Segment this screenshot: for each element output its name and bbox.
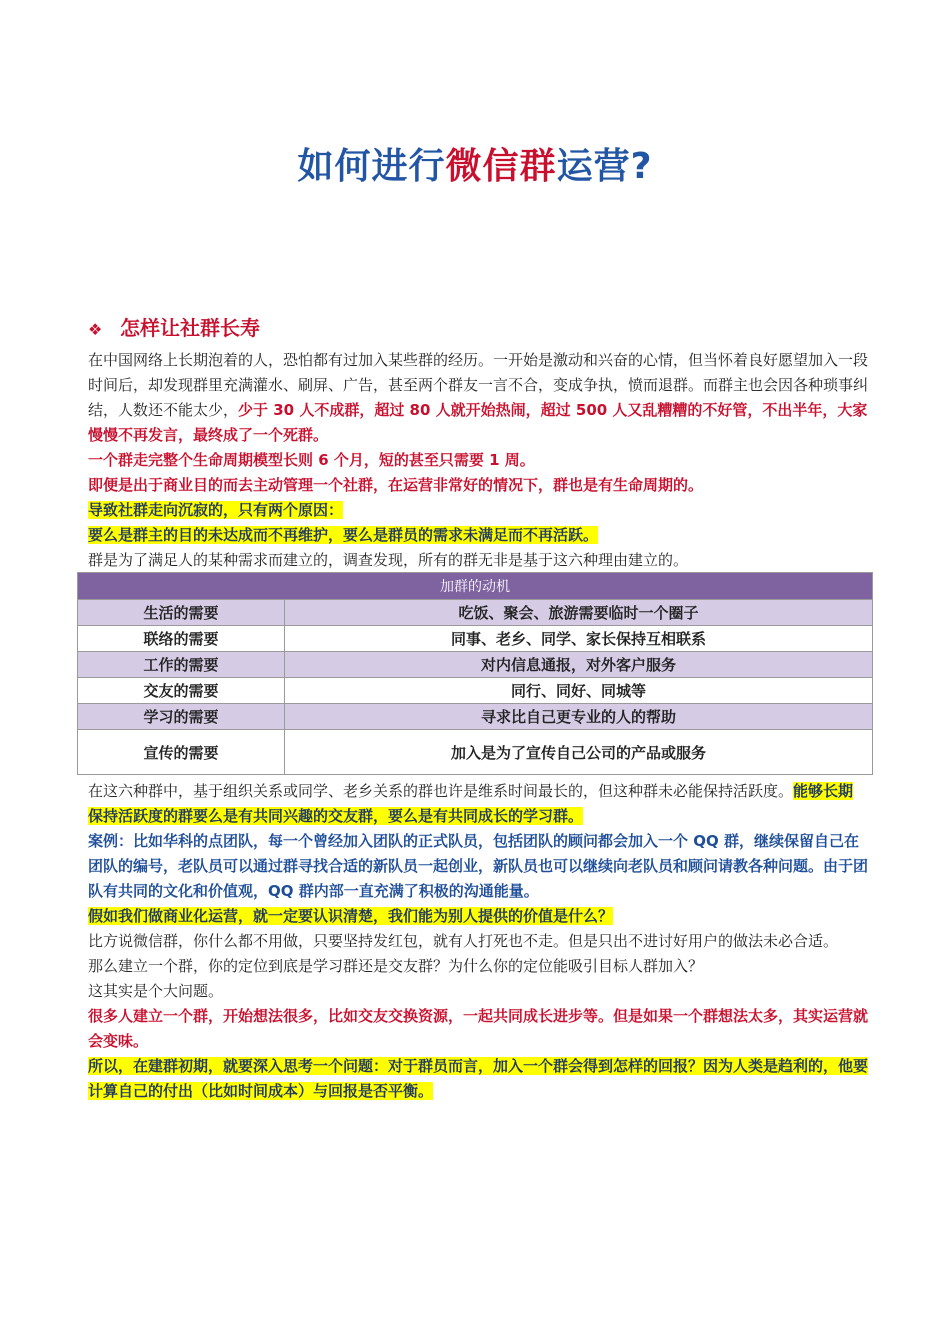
desc-cell: 吃饭、聚会、旅游需要临时一个圈子 [285,600,873,626]
after-table-normal: 在这六种群中，基于组织关系或同学、老乡关系的群也许是维系时间最长的，但这种群未必能保持活跃度。 [88,782,794,800]
many-ideas-paragraph: 很多人建立一个群，开始想法很多，比如交友交换资源，一起共同成长进步等。但是如果一个群想法太多，其实运营就会变味。 [88,1007,869,1050]
positioning-line: 那么建立一个群，你的定位到底是学习群还是交友群？为什么你的定位能吸引目标人群加入？ [88,957,704,975]
table-row [78,652,873,678]
need-cell: 宣传的需要 [78,730,285,775]
conclusion-paragraph: 所以，在建群初期，就要深入思考一个问题：对于群员而言，加入一个群会得到怎样的回报？因为人类是趋利的，他要计算自己的付出（比如时间成本）与回报是否平衡。 [88,1057,869,1100]
desc-cell: 对内信息通报，对外客户服务 [285,652,873,678]
after-table-paragraph [88,779,868,829]
section-heading-text: 怎样让社群长寿 [120,316,260,340]
title-part3: 运营? [556,146,653,187]
question-line: 假如我们做商业化运营，就一定要认识清楚，我们能为别人提供的价值是什么？ [88,907,614,925]
table-header: 加群的动机 [78,573,873,600]
after-table-highlight: 能够长期保持活跃度的群要么是有共同兴趣的交友群，要么是有共同成长的学习群。 [88,782,854,825]
desc-cell: 同事、老乡、同学、家长保持互相联系 [285,626,873,652]
body-block [88,779,868,1104]
title-part1: 如何进行 [297,146,446,187]
intro-paragraph [88,348,868,448]
desc-cell: 寻求比自己更专业的人的帮助 [285,704,873,730]
need-cell: 生活的需要 [78,600,285,626]
intro-normal: 在中国网络上长期泡着的人，恐怕都有过加入某些群的经历。一开始是激动和兴奋的心情，但当怀着良好愿望加入一段时间后，却发现群里充满灌水、刷屏、广告，甚至两个群友一言不合，变成争执，愤而退群。而群主也会因各种琐事纠结，人数还不能太少， [88,351,869,419]
intro-red: 少于 30 人不成群，超过 80 人就开始热闹，超过 500 人又乱糟糟的不好管，不出半年，大家慢慢不再发言，最终成了一个死群。 [88,401,868,444]
section-heading [88,312,260,341]
diamond-bullet-icon: ❖ [88,320,103,339]
table-row [78,678,873,704]
need-cell: 联络的需要 [78,626,285,652]
six-reasons-line: 群是为了满足人的某种需求而建立的，调查发现，所有的群无非是基于这六种理由建立的。 [88,551,689,569]
either-line: 要么是群主的目的未达成而不再维护，要么是群员的需求未满足而不再活跃。 [88,526,599,544]
need-cell: 学习的需要 [78,704,285,730]
page-title [0,138,950,189]
table-row [78,730,873,775]
table-row [78,600,873,626]
reasons-line: 导致社群走向沉寂的，只有两个原因： [88,501,344,519]
desc-cell: 同行、同好、同城等 [285,678,873,704]
big-question-line: 这其实是个大问题。 [88,982,224,1000]
motive-table [77,572,873,775]
table-row [78,704,873,730]
case-paragraph: 案例：比如华科的点团队，每一个曾经加入团队的正式队员，包括团队的顾问都会加入一个 QQ 群，继续保留自己在团队的编号，老队员可以通过群寻找合适的新队员一起创业，新队员也可以继续向老队员和顾问请教各种问题。由于团队有共同的文化和价值观，QQ 群内部一直充满了积极的沟通能量。 [88,832,869,900]
title-part2: 微信群 [445,146,557,187]
table-header-row [78,573,873,600]
need-cell: 工作的需要 [78,652,285,678]
need-cell: 交友的需要 [78,678,285,704]
table-row [78,626,873,652]
red-packet-paragraph: 比方说微信群，你什么都不用做，只要坚持发红包，就有人打死也不走。但是只出不进讨好用户的做法未必合适。 [88,932,839,950]
business-line: 即便是出于商业目的而去主动管理一个社群，在运营非常好的情况下，群也是有生命周期的。 [88,476,704,494]
intro-block [88,348,868,573]
lifecycle-line: 一个群走完整个生命周期模型长则 6 个月，短的甚至只需要 1 周。 [88,451,535,469]
desc-cell: 加入是为了宣传自己公司的产品或服务 [285,730,873,775]
